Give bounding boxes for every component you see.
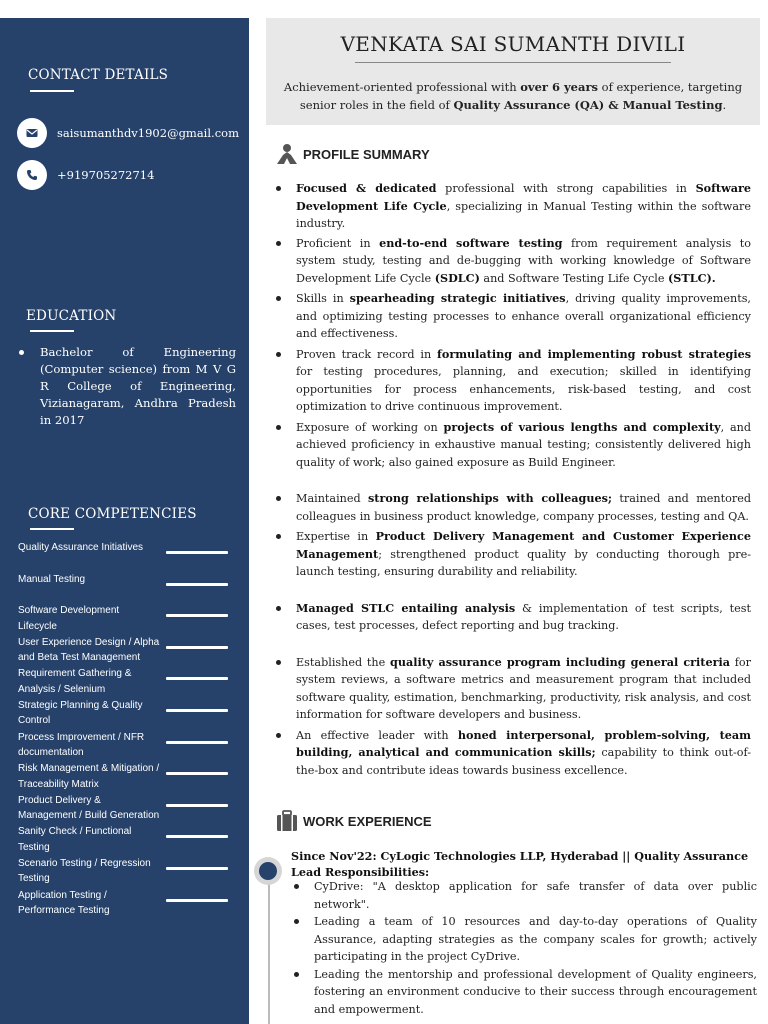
competency-label: User Experience Design / Alpha and Beta Test Management <box>18 636 160 664</box>
competencies-heading-underline <box>30 528 74 530</box>
competency-label: Requirement Gathering & Analysis / Selenium <box>18 668 132 695</box>
profile-item: Exposure of working on projects of various lengths and complexity, and achieved proficiency in exhaustive manual testing; consistently delivered high quality of work; also gained exposure as Build Engineer. <box>276 419 751 472</box>
timeline-marker <box>254 857 282 885</box>
competency-bar <box>166 677 228 680</box>
profile-summary-heading <box>276 143 430 165</box>
email-text[interactable]: saisumanthdv1902@gmail.com <box>57 126 239 140</box>
competency-item <box>18 761 240 793</box>
job-responsibilities-list <box>291 878 757 1018</box>
profile-item: Focused & dedicated professional with strong capabilities in Software Development Life Cycle, specializing in Manual Testing within the software industry. <box>276 180 751 233</box>
competency-bar <box>166 804 228 807</box>
work-experience-title: WORK EXPERIENCE <box>303 813 432 829</box>
education-heading-underline <box>30 330 74 332</box>
competency-item <box>18 603 240 635</box>
profile-item: Maintained strong relationships with colleagues; trained and mentored colleagues in business product knowledge, company processes, testing and QA. <box>276 490 751 525</box>
competency-item <box>18 698 240 730</box>
competency-bar <box>166 551 228 554</box>
competency-item <box>18 824 240 856</box>
competency-item <box>18 572 240 604</box>
competency-bar <box>166 835 228 838</box>
competency-label: Sanity Check / Functional Testing <box>18 826 132 853</box>
profile-summary-list <box>276 180 751 779</box>
competency-label: Manual Testing <box>18 573 86 585</box>
job-title: Since Nov'22: CyLogic Technologies LLP, Hyderabad || Quality Assurance Lead Responsibilities: <box>291 849 749 879</box>
profile-item: Proven track record in formulating and implementing robust strategies for testing procedures, planning, and execution; skilled in identifying opportunities for process enhancements, risk-based testing, and cost optimization to drive continuous improvement. <box>276 346 751 416</box>
profile-summary-title: PROFILE SUMMARY <box>303 146 430 162</box>
candidate-name: VENKATA SAI SUMANTH DIVILI <box>340 32 686 56</box>
education-heading: EDUCATION <box>26 308 117 324</box>
competency-item <box>18 666 240 698</box>
competency-label: Process Improvement / NFR documentation <box>18 731 145 759</box>
phone-icon <box>17 160 47 190</box>
education-item: Bachelor of Engineering (Computer science) from M V G R College of Engineering, Vizianagaram, Andhra Pradesh in 2017 <box>18 344 236 429</box>
competency-item <box>18 635 240 667</box>
profile-item: Expertise in Product Delivery Management and Customer Experience Management; strengthened product quality by conducting thorough pre-launch testing, ensuring durability and reliability. <box>276 528 751 581</box>
competency-bar <box>166 867 228 870</box>
profile-item: Skills in spearheading strategic initiatives, driving quality improvements, and optimizing testing processes to enhance overall organizational efficiency and effectiveness. <box>276 290 751 343</box>
competency-item <box>18 856 240 888</box>
competency-bar <box>166 899 228 902</box>
competency-item <box>18 888 240 920</box>
competency-label: Scenario Testing / Regression Testing <box>18 857 151 885</box>
job-item: Leading a team of 10 resources and day-to-day operations of Quality Assurance, adapting strategies as the company scales for growth; actively participating in the project CyDrive. <box>291 913 757 966</box>
contact-heading-underline <box>30 90 74 92</box>
competency-item <box>18 793 240 825</box>
competency-label: Risk Management & Mitigation / Traceability Matrix <box>18 763 160 790</box>
competency-bar <box>166 772 228 775</box>
profile-item: An effective leader with honed interpersonal, problem-solving, team building, analytical and communication skills; capability to think out-of-the-box and contribute ideas towards business excellence. <box>276 727 751 780</box>
competency-bar <box>166 709 228 712</box>
competency-label: Product Delivery & Management / Build Generation <box>18 794 160 822</box>
education-list <box>18 344 236 429</box>
competency-label: Quality Assurance Initiatives <box>18 542 144 553</box>
sidebar <box>0 18 249 1024</box>
competency-bar <box>166 741 228 744</box>
person-icon <box>276 143 298 165</box>
competency-label: Application Testing / Performance Testing <box>18 889 110 917</box>
contact-phone <box>17 160 154 190</box>
profile-item: Managed STLC entailing analysis & implementation of test scripts, test cases, test processes, defect reporting and bug tracking. <box>276 600 751 635</box>
work-experience-heading <box>276 810 432 832</box>
competencies-list <box>18 540 240 919</box>
competency-bar <box>166 583 228 586</box>
job-item: CyDrive: "A desktop application for safe transfer of data over public network". <box>291 878 757 913</box>
competency-label: Strategic Planning & Quality Control <box>18 699 143 727</box>
profile-item: Established the quality assurance program including general criteria for system reviews, a software metrics and measurement program that included software quality, estimation, benchmarking, productivity, risk analysis, and cost information for software developers and business. <box>276 654 751 724</box>
contact-email <box>17 118 239 148</box>
competency-item <box>18 730 240 762</box>
contact-heading: CONTACT DETAILS <box>28 67 169 83</box>
competencies-heading: CORE COMPETENCIES <box>28 506 197 522</box>
name-divider <box>355 62 671 63</box>
phone-text[interactable]: +919705272714 <box>57 168 155 182</box>
headline: Achievement-oriented professional with over 6 years of experience, targeting senior roles in the field of Quality Assurance (QA) & Manual Testing. <box>283 80 743 112</box>
resume-header <box>266 18 760 125</box>
mail-icon <box>17 118 47 148</box>
profile-item: Proficient in end-to-end software testing from requirement analysis to system study, testing and de-bugging with working knowledge of Software Development Life Cycle (SDLC) and Software Testing Life Cycle (STLC). <box>276 235 751 288</box>
competency-item <box>18 540 240 572</box>
competency-bar <box>166 614 228 617</box>
briefcase-icon <box>276 810 298 832</box>
job-item: Leading the mentorship and professional development of Quality engineers, fostering an environment conducive to their success through encouragement and empowerment. <box>291 966 757 1019</box>
competency-bar <box>166 646 228 649</box>
competency-label: Software Development Lifecycle <box>18 605 120 632</box>
